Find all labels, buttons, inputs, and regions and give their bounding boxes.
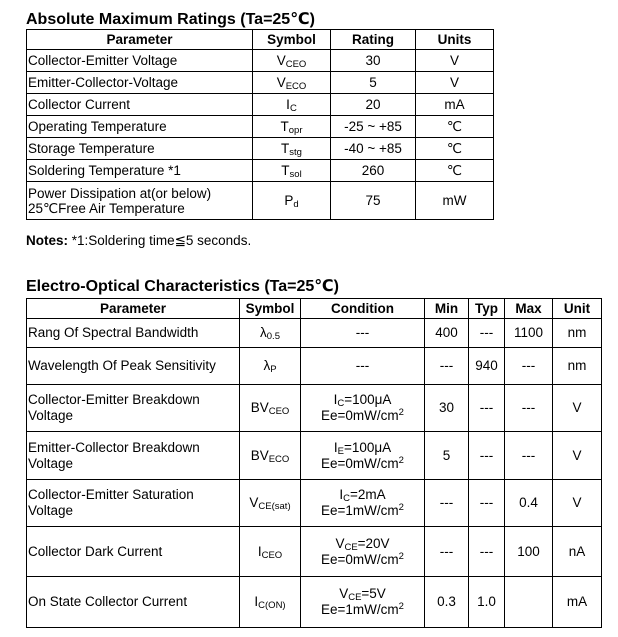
condition-cell: $I_C=2mA$ $Ee=1mW/cm^2$: [301, 480, 425, 527]
table-row: [27, 138, 494, 160]
min-cell: ---: [425, 480, 469, 527]
condition-cell: $I_C=100\mu A$ $Ee=0mW/cm^2$: [301, 385, 425, 432]
max-cell: ---: [505, 432, 553, 480]
unit-cell: nm: [553, 319, 602, 348]
max-cell: [505, 577, 553, 628]
header-max: Max: [505, 299, 553, 319]
unit-cell: mA: [416, 94, 494, 116]
symbol-cell: $P_d$: [253, 182, 331, 220]
electro-optical-table: [26, 298, 602, 628]
condition-cell: ---: [301, 319, 425, 348]
unit-cell: mW: [416, 182, 494, 220]
table-row: [27, 432, 602, 480]
max-cell: ---: [505, 348, 553, 385]
param-cell: Storage Temperature: [27, 138, 253, 160]
unit-cell: nA: [553, 527, 602, 577]
header-symbol: Symbol: [253, 30, 331, 50]
param-cell: Wavelength Of Peak Sensitivity: [27, 348, 240, 385]
symbol-cell: $I_C$: [253, 94, 331, 116]
rating-cell: 30: [331, 50, 416, 72]
unit-cell: nm: [553, 348, 602, 385]
typ-cell: ---: [469, 480, 505, 527]
table-header-row: [27, 299, 602, 319]
table-row: [27, 160, 494, 182]
table-row: [27, 348, 602, 385]
condition-cell: $V_{CE}=5V$ $Ee=1mW/cm^2$: [301, 577, 425, 628]
unit-cell: V: [416, 72, 494, 94]
param-cell: Collector Current: [27, 94, 253, 116]
table-row: [27, 527, 602, 577]
header-unit: Unit: [553, 299, 602, 319]
max-cell: ---: [505, 385, 553, 432]
param-cell: Emitter-Collector-Voltage: [27, 72, 253, 94]
absolute-max-ratings-table: [26, 29, 494, 220]
symbol-cell: $V_{ECO}$: [253, 72, 331, 94]
symbol-cell: $V_{CEO}$: [253, 50, 331, 72]
min-cell: ---: [425, 527, 469, 577]
unit-cell: mA: [553, 577, 602, 628]
max-cell: 0.4: [505, 480, 553, 527]
table-row: [27, 480, 602, 527]
symbol-cell: $BV_{ECO}$: [240, 432, 301, 480]
unit-cell: ℃: [416, 116, 494, 138]
unit-cell: V: [553, 385, 602, 432]
max-cell: 1100: [505, 319, 553, 348]
condition-cell: $I_E=100\mu A$ $Ee=0mW/cm^2$: [301, 432, 425, 480]
param-cell: Collector-Emitter Saturation Voltage: [27, 480, 240, 527]
typ-cell: 1.0: [469, 577, 505, 628]
rating-cell: 260: [331, 160, 416, 182]
condition-cell: $V_{CE}=20V$ $Ee=0mW/cm^2$: [301, 527, 425, 577]
min-cell: 0.3: [425, 577, 469, 628]
symbol-cell: $I_{CEO}$: [240, 527, 301, 577]
header-parameter: Parameter: [27, 299, 240, 319]
min-cell: ---: [425, 348, 469, 385]
symbol-cell: $T_{stg}$: [253, 138, 331, 160]
header-symbol: Symbol: [240, 299, 301, 319]
rating-cell: 5: [331, 72, 416, 94]
param-cell: Collector-Emitter Breakdown Voltage: [27, 385, 240, 432]
notes-text: *1:Soldering time≦5 seconds.: [71, 233, 252, 248]
table-row: [27, 577, 602, 628]
unit-cell: ℃: [416, 160, 494, 182]
param-cell: On State Collector Current: [27, 577, 240, 628]
min-cell: 5: [425, 432, 469, 480]
param-cell: Operating Temperature: [27, 116, 253, 138]
typ-cell: ---: [469, 385, 505, 432]
param-cell: Soldering Temperature *1: [27, 160, 253, 182]
rating-cell: -25 ~ +85: [331, 116, 416, 138]
min-cell: 30: [425, 385, 469, 432]
param-cell: Power Dissipation at(or below) 25℃Free Air Temperature: [27, 182, 253, 220]
header-typ: Typ: [469, 299, 505, 319]
header-parameter: Parameter: [27, 30, 253, 50]
table-row: [27, 72, 494, 94]
header-min: Min: [425, 299, 469, 319]
symbol-cell: $T_{sol}$: [253, 160, 331, 182]
symbol-cell: $\lambda_{0.5}$: [240, 319, 301, 348]
typ-cell: ---: [469, 527, 505, 577]
table-row: [27, 94, 494, 116]
rating-cell: 75: [331, 182, 416, 220]
notes: [26, 233, 251, 249]
unit-cell: V: [553, 480, 602, 527]
electro-optical-title: Electro-Optical Characteristics (Ta=25℃): [26, 278, 339, 295]
table-row: [27, 319, 602, 348]
typ-cell: ---: [469, 432, 505, 480]
param-cell: Collector-Emitter Voltage: [27, 50, 253, 72]
rating-cell: 20: [331, 94, 416, 116]
param-cell: Emitter-Collector Breakdown Voltage: [27, 432, 240, 480]
symbol-cell: $\lambda_P$: [240, 348, 301, 385]
rating-cell: -40 ~ +85: [331, 138, 416, 160]
header-units: Units: [416, 30, 494, 50]
table-row: [27, 116, 494, 138]
unit-cell: V: [416, 50, 494, 72]
notes-label: Notes:: [26, 233, 69, 248]
table-row: [27, 385, 602, 432]
param-cell: Rang Of Spectral Bandwidth: [27, 319, 240, 348]
absolute-max-ratings-title: Absolute Maximum Ratings (Ta=25℃): [26, 11, 315, 28]
typ-cell: 940: [469, 348, 505, 385]
symbol-cell: $V_{CE(sat)}$: [240, 480, 301, 527]
table-row: [27, 50, 494, 72]
header-rating: Rating: [331, 30, 416, 50]
param-cell: Collector Dark Current: [27, 527, 240, 577]
unit-cell: ℃: [416, 138, 494, 160]
condition-cell: ---: [301, 348, 425, 385]
symbol-cell: $BV_{CEO}$: [240, 385, 301, 432]
unit-cell: V: [553, 432, 602, 480]
symbol-cell: $T_{opr}$: [253, 116, 331, 138]
table-row: [27, 182, 494, 220]
typ-cell: ---: [469, 319, 505, 348]
min-cell: 400: [425, 319, 469, 348]
table-header-row: [27, 30, 494, 50]
max-cell: 100: [505, 527, 553, 577]
header-condition: Condition: [301, 299, 425, 319]
symbol-cell: $I_{C(ON)}$: [240, 577, 301, 628]
